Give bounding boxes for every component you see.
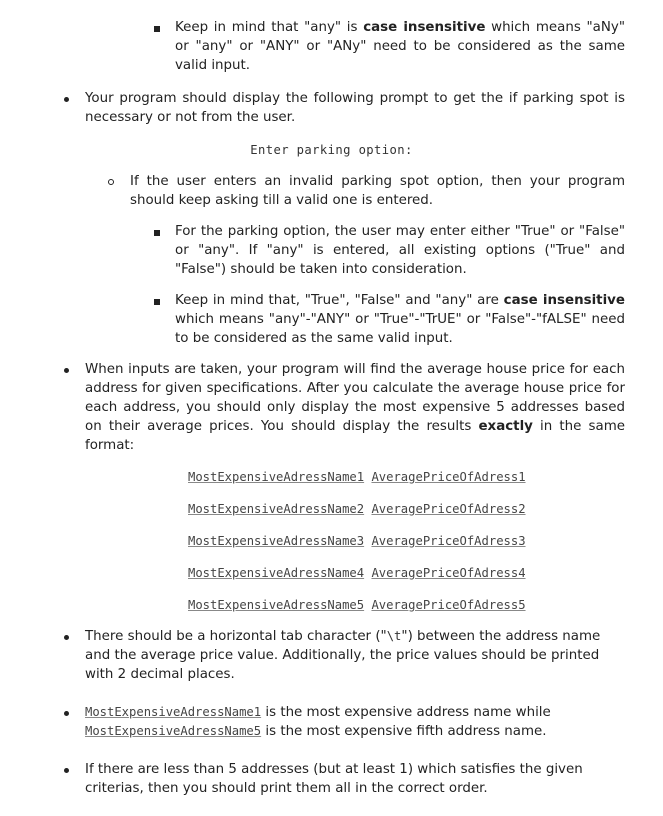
paragraph-average-price: When inputs are taken, your program will find the average house price for each address for given specifications. After you calculate the average house price for each address, you should only display the most expensive 5 addresses based on their average prices. You should display the results exactly in the same format:: [85, 362, 625, 453]
output-row: [188, 468, 526, 487]
address-name-code: MostExpensiveAdressName1: [85, 705, 262, 719]
paragraph-most-expensive-names: MostExpensiveAdressName1 is the most expensive address name while MostExpensiveAdressName5 is the most expensive fifth address name.: [85, 705, 551, 739]
output-row: [188, 532, 526, 551]
paragraph-invalid-option: If the user enters an invalid parking spot option, then your program should keep asking till a valid one is entered.: [130, 174, 625, 208]
bullet-square-icon: [154, 230, 160, 236]
address-name-code: MostExpensiveAdressName4: [188, 566, 365, 580]
tab-escape-code: \t: [386, 629, 402, 643]
paragraph-case-insensitive-values: Keep in mind that, "True", "False" and "any" are case insensitive which means "any"-"ANY" or "True"-"TrUE" or "False"-"fALSE" need to be considered as the same valid input.: [175, 293, 625, 346]
address-name-code: MostExpensiveAdressName5: [188, 598, 365, 612]
address-name-code: MostExpensiveAdressName1: [188, 470, 365, 484]
paragraph-fewer-addresses: If there are less than 5 addresses (but at least 1) which satisfies the given criterias, then you should print them all in the correct order.: [85, 762, 583, 796]
bullet-disc-icon: [64, 711, 69, 716]
average-price-code: AveragePriceOfAdress1: [371, 470, 526, 484]
average-price-code: AveragePriceOfAdress5: [371, 598, 526, 612]
bullet-disc-icon: [64, 97, 69, 102]
average-price-code: AveragePriceOfAdress3: [371, 534, 526, 548]
paragraph-parking-values: For the parking option, the user may enter either "True" or "False" or "any". If "any" is entered, all existing options ("True" and "False") should be taken into consideration.: [175, 224, 625, 277]
bold-text: case insensitive: [503, 293, 625, 308]
average-price-code: AveragePriceOfAdress2: [371, 502, 526, 516]
paragraph-parking-prompt-intro: Your program should display the following prompt to get the if parking spot is necessary or not from the user.: [85, 91, 625, 125]
bullet-square-icon: [154, 26, 160, 32]
bullet-square-icon: [154, 299, 160, 305]
paragraph-case-insensitive-any: Keep in mind that "any" is case insensitive which means "aNy" or "any" or "ANY" or "ANy" need to be considered as the same valid input.: [175, 20, 625, 73]
bullet-disc-icon: [64, 635, 69, 640]
bullet-disc-icon: [64, 368, 69, 373]
address-name-code: MostExpensiveAdressName2: [188, 502, 365, 516]
bullet-disc-icon: [64, 768, 69, 773]
bold-text: case insensitive: [363, 20, 486, 35]
address-name-code: MostExpensiveAdressName5: [85, 724, 262, 738]
output-row: [188, 596, 526, 615]
address-name-code: MostExpensiveAdressName3: [188, 534, 365, 548]
bold-text: exactly: [478, 419, 533, 434]
output-row: [188, 500, 526, 519]
output-row: [188, 564, 526, 583]
parking-prompt-code: Enter parking option:: [250, 143, 413, 157]
paragraph-tab-character: There should be a horizontal tab character ("\t") between the address name and the average price value. Additionally, the price values should be printed with 2 decimal places.: [85, 629, 601, 682]
bullet-circle-icon: [108, 179, 114, 185]
average-price-code: AveragePriceOfAdress4: [371, 566, 526, 580]
